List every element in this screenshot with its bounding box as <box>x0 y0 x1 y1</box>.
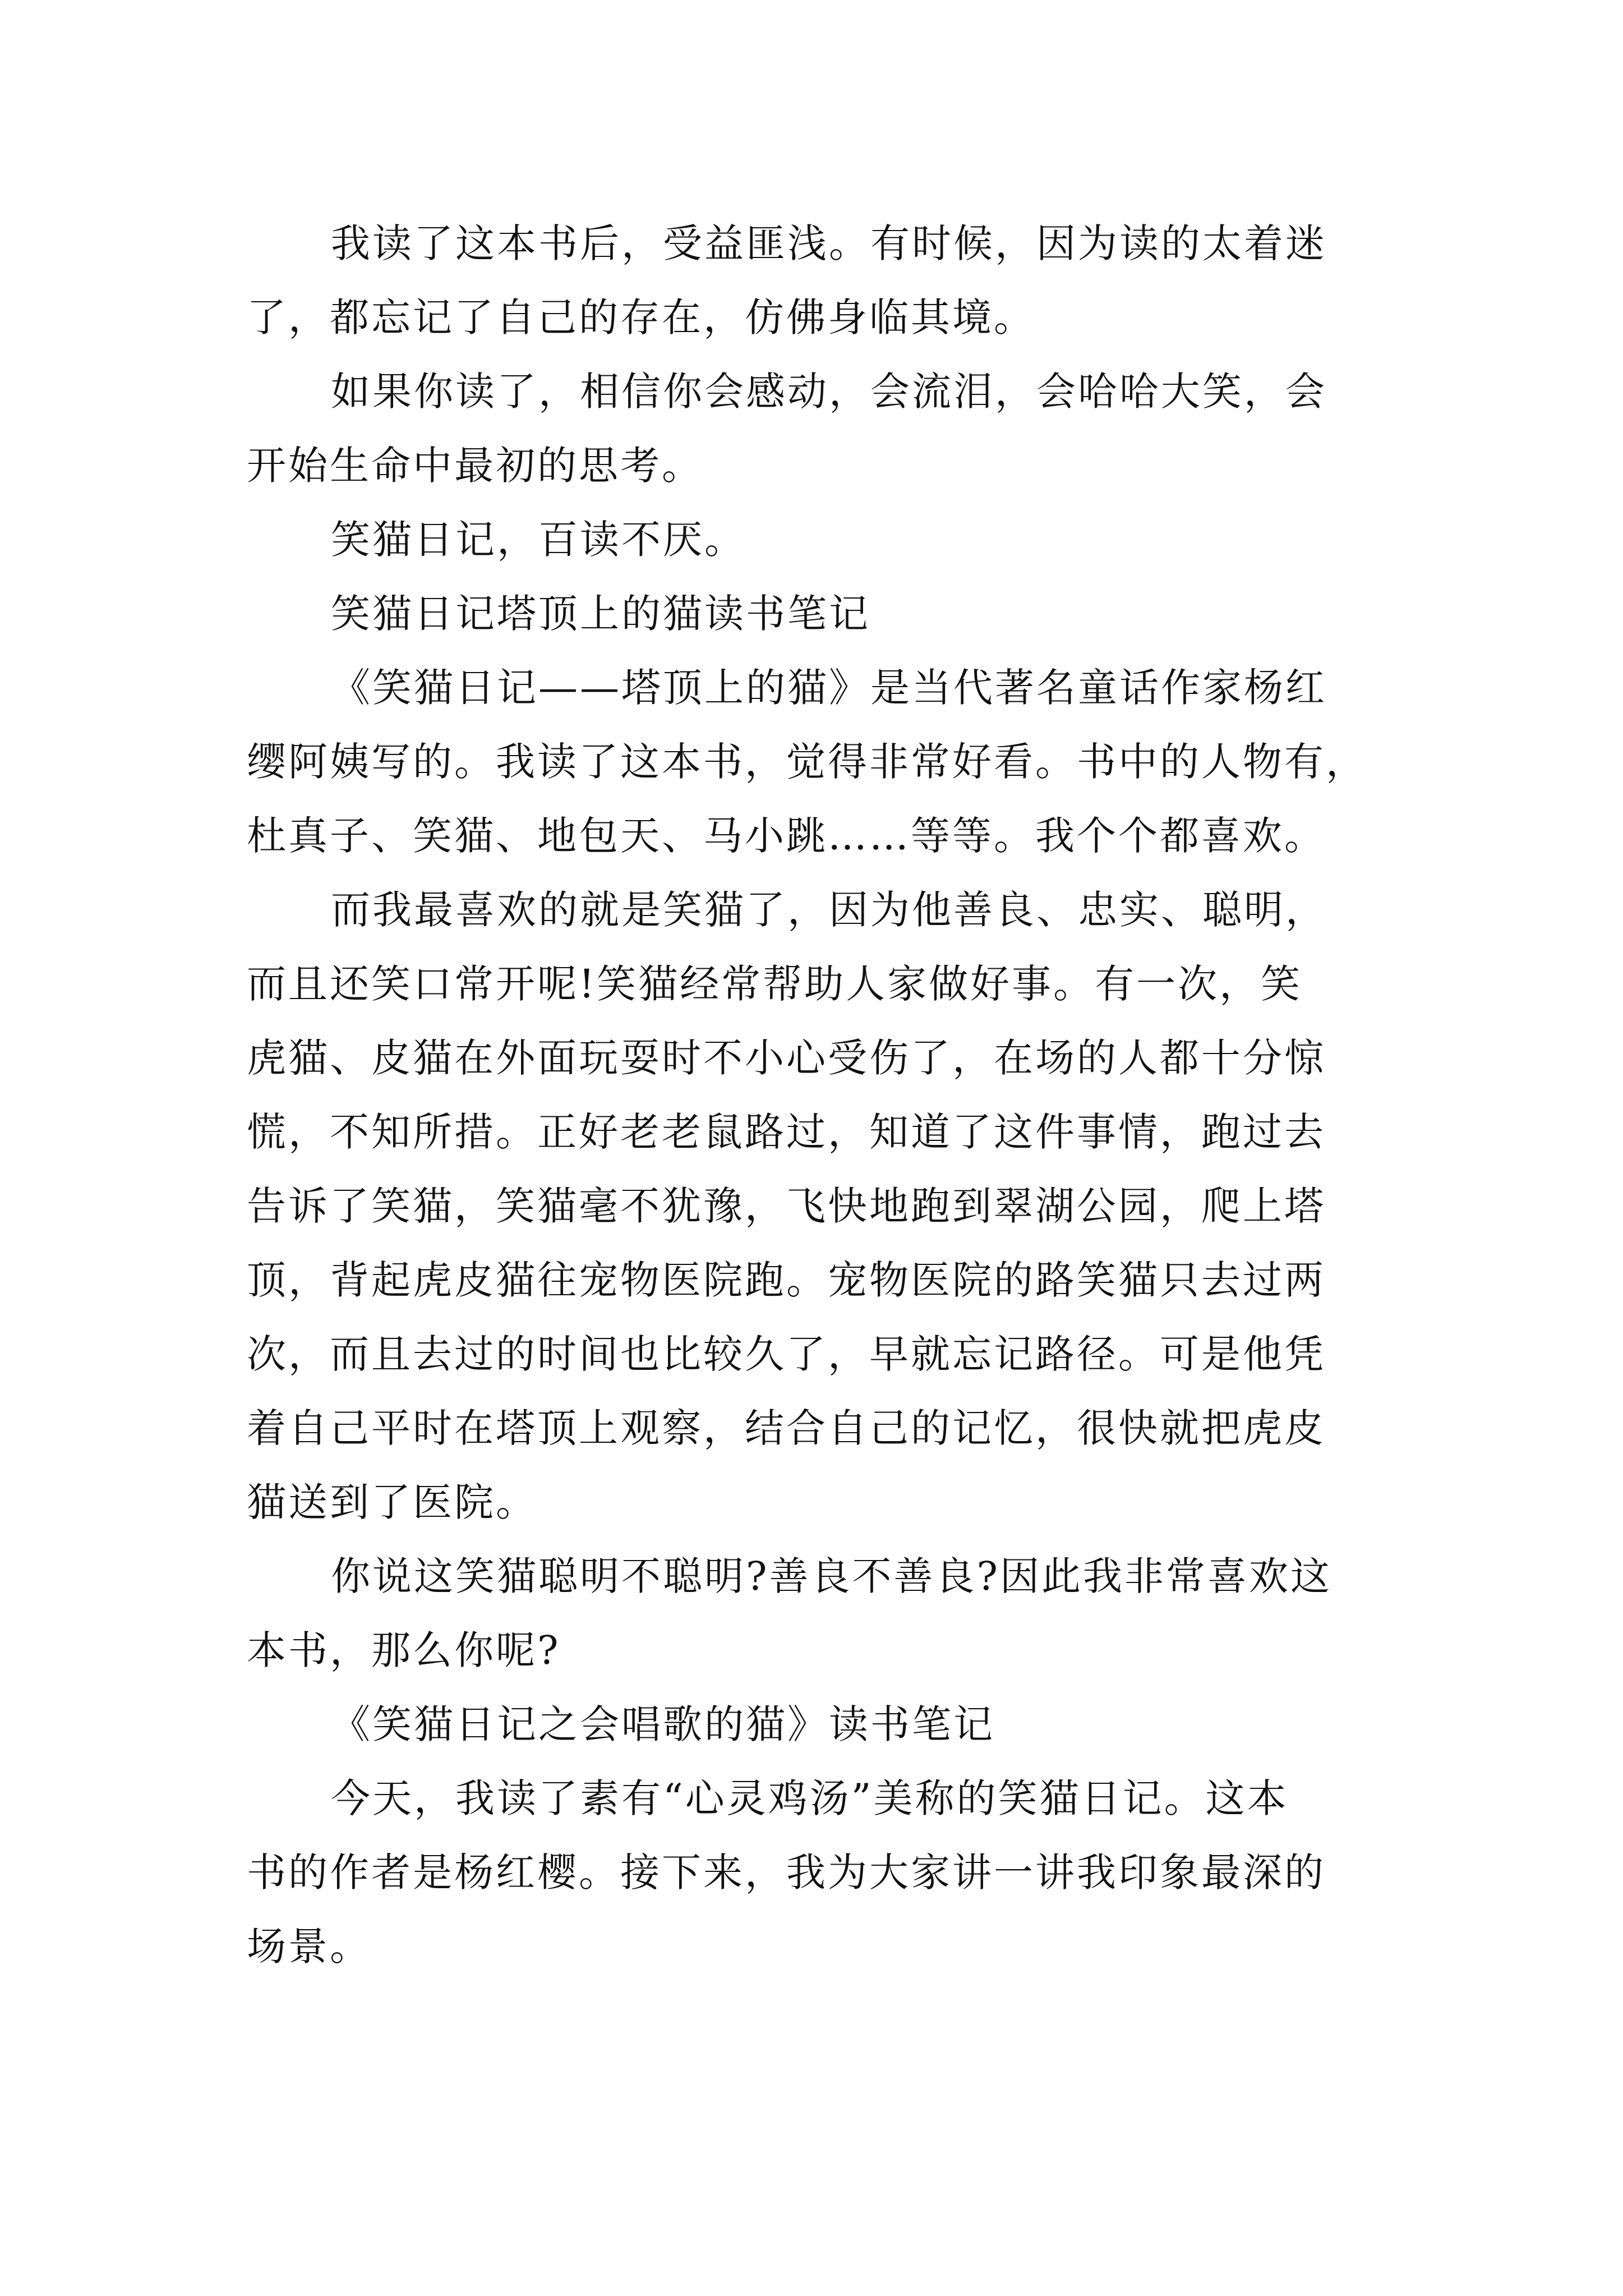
text-line: 如果你读了，相信你会感动，会流泪，会哈哈大笑，会 <box>331 369 1327 415</box>
text-line: 本书，那么你呢? <box>247 1627 561 1673</box>
section-heading: 笑猫日记塔顶上的猫读书笔记 <box>331 591 870 637</box>
text-line: 而我最喜欢的就是笑猫了，因为他善良、忠实、聪明， <box>331 887 1327 933</box>
text-line: 今天，我读了素有“心灵鸡汤”美称的笑猫日记。这本 <box>331 1775 1289 1821</box>
text-line: 笑猫日记，百读不厌。 <box>331 517 746 563</box>
text-line: 慌，不知所措。正好老老鼠路过，知道了这件事情，跑过去 <box>247 1109 1326 1155</box>
text-line: 着自己平时在塔顶上观察，结合自己的记忆，很快就把虎皮 <box>247 1405 1326 1451</box>
text-line: 了，都忘记了自己的存在，仿佛身临其境。 <box>247 295 1035 341</box>
text-line: 杜真子、笑猫、地包天、马小跳……等等。我个个都喜欢。 <box>247 813 1326 859</box>
text-line: 虎猫、皮猫在外面玩耍时不小心受伤了，在场的人都十分惊 <box>247 1035 1326 1081</box>
text-line: 《笑猫日记——塔顶上的猫》是当代著名童话作家杨红 <box>331 665 1327 711</box>
text-line: 我读了这本书后，受益匪浅。有时候，因为读的太着迷 <box>331 220 1327 266</box>
text-line: 猫送到了医院。 <box>247 1479 537 1525</box>
text-line: 你说这笑猫聪明不聪明?善良不善良?因此我非常喜欢这 <box>331 1553 1332 1599</box>
text-line: 场景。 <box>247 1924 371 1970</box>
text-line: 开始生命中最初的思考。 <box>247 443 703 489</box>
section-heading: 《笑猫日记之会唱歌的猫》读书笔记 <box>331 1701 995 1747</box>
text-line: 缨阿姨写的。我读了这本书，觉得非常好看。书中的人物有， <box>247 739 1367 785</box>
text-line: 次，而且去过的时间也比较久了，早就忘记路径。可是他凭 <box>247 1331 1326 1377</box>
document-body <box>247 206 1413 1984</box>
text-line: 顶，背起虎皮猫往宠物医院跑。宠物医院的路笑猫只去过两 <box>247 1257 1326 1303</box>
text-line: 书的作者是杨红樱。接下来，我为大家讲一讲我印象最深的 <box>247 1849 1326 1895</box>
text-line: 告诉了笑猫，笑猫毫不犹豫，飞快地跑到翠湖公园，爬上塔 <box>247 1183 1326 1229</box>
text-line: 而且还笑口常开呢!笑猫经常帮助人家做好事。有一次，笑 <box>247 961 1303 1007</box>
